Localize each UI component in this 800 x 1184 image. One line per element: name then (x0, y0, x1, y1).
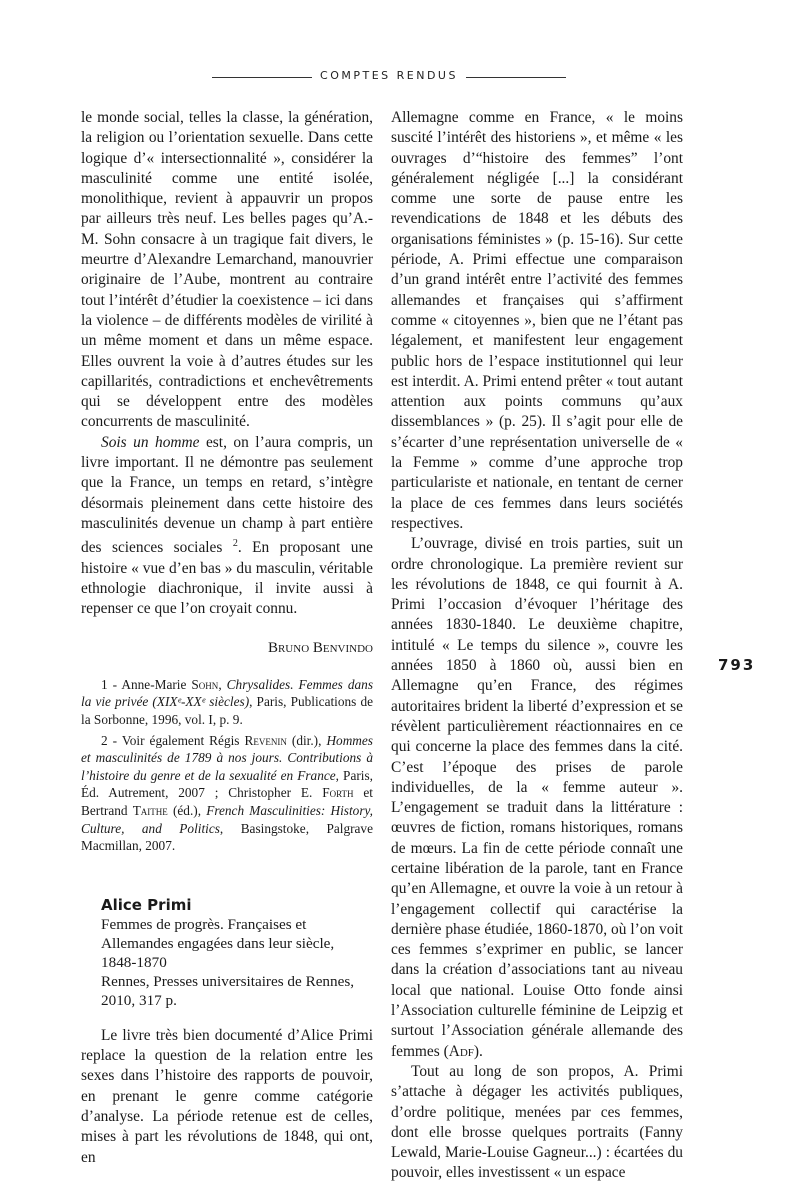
text: 2 - Voir également Régis (101, 732, 245, 748)
header-rule-right (466, 77, 566, 78)
running-title: COMPTES RENDUS (320, 69, 458, 82)
book-title: Sois un homme (101, 433, 200, 451)
text: , Basingstoke, Palgrave Macmillan, 2007. (81, 820, 373, 854)
text: , (218, 676, 227, 692)
cited-title: Chrysalides. Femmes dans la vie privée (XIXᵉ-XXᵉ siècles) (81, 676, 374, 710)
paragraph: Le livre très bien documenté d’Alice Primi replace la question de la relation entre les sexes dans l’histoire des rapports de pouvoir, en prenant le genre comme catégorie d’analyse. La période retenue est de celles, mises à part les révolutions de 1848, qui ont, en (81, 1026, 373, 1166)
author-name: Forth (322, 785, 354, 801)
author-name: Sohn (191, 676, 219, 692)
text: L’ouvrage, divisé en trois parties, suit un ordre chronologique. La première revient sur les révolutions de 1848, ce qui fournit à A. Primi l’occasion d’évoquer l’héritage des années 1830-1840. Le deuxième chapitre, intitulé « Le temps du silence », couvre les années 1850 à 1860 où, aussi bien en Allemagne qu’en France, des régimes autoritaires brident la liberté d’expression et se révèlent particulièrement réactionnaires en ce qui concerne la place des femmes dans la cité. C’est l’époque des prises de parole individuelles, de la « femme auteur ». L’engagement se traduit dans la littérature : œuvres de fiction, romans historiques, romans de mœurs. La fin de cette période connaît une certaine libération de la parole, tant en France qu’en Allemagne, et ouvre la voie à un retour à l’engagement collectif qui caractérise la dernière phase étudiée, 1860-1870, où l’on voit ces femmes s’exprimer en public, se lancer dans la création d’associations tant au niveau local que national. Louise Otto fonde ainsi l’Association culturelle féminine de Leipzig et surtout l’Association générale allemande des femmes ( (391, 535, 683, 1060)
text: (éd.), (167, 803, 207, 818)
footnote-2 (81, 732, 373, 855)
reviewed-book-title: Femmes de progrès. Françaises et Allemandes engagées dans leur siècle, 1848-1870 (101, 915, 335, 971)
text: 1 - Anne-Marie (101, 676, 192, 692)
cited-title: French Masculinities: History, Culture, and Politics (81, 803, 373, 836)
text: . En proposant une histoire « vue d’en bas » du masculin, véritable ethnologie diachronique, il invite aussi à repenser ce que l’on croyait connu. (81, 539, 373, 618)
author-name: Taithe (132, 803, 168, 818)
paragraph (81, 433, 373, 620)
review-signature: Bruno Benvindo (267, 639, 373, 656)
text: , Paris, Éd. Autrement, 2007 ; Christopher E. (81, 767, 373, 801)
footnote-ref: 2 (232, 538, 238, 550)
footnote-1 (81, 676, 373, 729)
review-header (81, 895, 373, 1010)
paragraph: le monde social, telles la classe, la génération, la religion ou l’orientation sexuelle. Dans cette logique d’« intersectionnalité », considérer la masculinité comme une entité isolée, monolithique, revient à appauvrir un propos par ailleurs très neuf. Les belles pages qu’A.-M. Sohn consacre à un tragique fait divers, le meurtre d’Alexandre Lemarchand, manouvrier originaire de l’Aube, montrent au contraire tout l’intérêt d’étudier la coexistence – ici dans la violence – de différents modèles de virilité à un même moment et dans un même espace. Elles ouvrent la voie à d’autres études sur les capillarités, contradictions et enchevêtrements qui se développent entre des modèles concurrents de masculinité. (81, 109, 373, 431)
text: ). (473, 1042, 483, 1060)
text: , Paris, Publications de la Sorbonne, 1996, vol. I, p. 9. (81, 694, 373, 728)
header-rule-left (212, 77, 312, 78)
footnotes (81, 676, 373, 855)
text: est, on l’aura compris, un livre important. Il ne démontre pas seulement que la France, un temps en retard, s’intègre désormais pleinement dans cette histoire des masculinités devenue un champ à part entière des sciences sociales (81, 433, 373, 557)
abbreviation: Adf (448, 1042, 474, 1060)
review-body (81, 1026, 373, 1168)
cited-title: Hommes et masculinités de 1789 à nos jours. Contributions à l’histoire du genre et de la sexualité en France (81, 732, 373, 783)
text: (dir.), (286, 732, 327, 748)
right-column (391, 108, 683, 1184)
reviewed-author: Alice Primi (101, 895, 192, 914)
paragraph (391, 534, 683, 1062)
page-number: 793 (718, 656, 756, 674)
reviewed-book-publication: Rennes, Presses universitaires de Rennes, 2010, 317 p. (101, 972, 355, 1009)
text: et Bertrand (81, 785, 373, 818)
author-name: Revenin (244, 732, 287, 748)
paragraph: Tout au long de son propos, A. Primi s’attache à dégager les activités publiques, d’ordre politique, menées par ces femmes, dont elle brosse quelques portraits (Fanny Lewald, Marie-Louise Gagneur...) : écartées du pouvoir, elles investissent « un espace (391, 1062, 683, 1182)
paragraph: Allemagne comme en France, « le moins suscité l’intérêt des historiens », et même « les ouvrages d’“histoire des femmes” l’ont généralement négligée [...] la considérant comme une sorte de pause entre les revendications de 1848 et les débuts des organisations féministes » (p. 15-16). Sur cette période, A. Primi effectue une comparaison d’un grand intérêt entre l’activité des femmes allemandes et françaises qui s’affirment comme « citoyennes », bien que ne l’étant pas légalement, et manifestent leur engagement public hors de l’espace institutionnel qui leur est interdit. A. Primi entend prêter « tout autant attention aux points communs qu’aux dissemblances » (p. 25). Il s’agit pour elle de s’écarter d’une représentation universelle de « la Femme » comme d’une approche trop particulariste et nationale, en tentant de cerner la place de ces femmes dans leurs sociétés respectives. (391, 109, 683, 532)
running-header (0, 66, 800, 90)
left-column (81, 108, 373, 1168)
